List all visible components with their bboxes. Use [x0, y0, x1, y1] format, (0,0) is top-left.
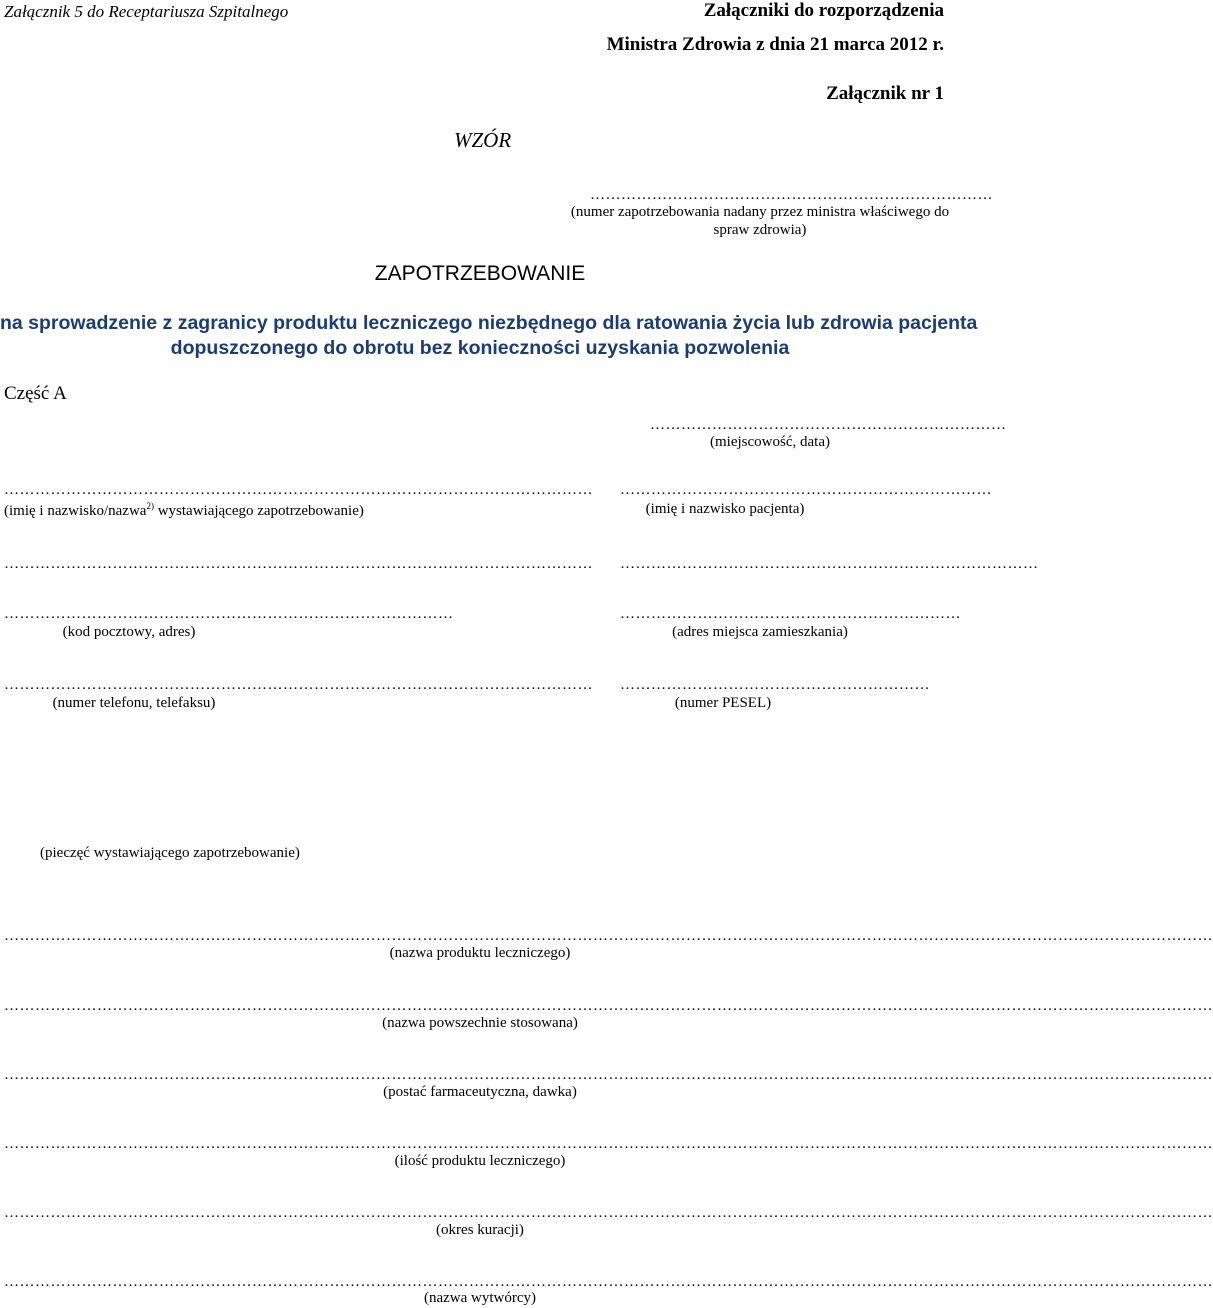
request-number-caption-2: spraw zdrowia)	[713, 222, 807, 238]
issuer-name-field[interactable]: ……………………………………………………………………………………………………	[4, 482, 593, 498]
subtitle-line-2: dopuszczonego do obrotu bez konieczności uzyskania pozwolenia	[170, 337, 790, 359]
page-title: ZAPOTRZEBOWANIE	[374, 262, 586, 285]
issuer-address-line-1[interactable]: ……………………………………………………………………………………………………	[4, 556, 593, 572]
issuer-address-caption: (kod pocztowy, adres)	[62, 624, 196, 640]
request-number-caption: (numer zapotrzebowania nadany przez ministra właściwego do	[570, 204, 950, 220]
issuer-name-caption-pre: (imię i nazwisko/nazwa	[4, 503, 147, 519]
product-name-field[interactable]: ………………………………………………………………………………………………………………………………………………………………………………………………………………	[4, 928, 1213, 944]
treatment-period-field[interactable]: ………………………………………………………………………………………………………………………………………………………………………………………………………………	[4, 1205, 1213, 1221]
issuer-address-line-2[interactable]: ……………………………………………………………………………	[4, 606, 454, 622]
treatment-period-caption: (okres kuracji)	[436, 1222, 524, 1238]
template-label: WZÓR	[454, 128, 512, 152]
issuer-name-caption-post: wystawiającego zapotrzebowanie)	[153, 503, 364, 519]
manufacturer-caption: (nazwa wytwórcy)	[423, 1290, 537, 1306]
pesel-field[interactable]: ……………………………………………………	[620, 677, 930, 693]
attachment-note: Załącznik 5 do Receptariusza Szpitalnego	[4, 2, 289, 21]
footnote-marker: 2)	[146, 501, 154, 511]
quantity-caption: (ilość produktu leczniczego)	[394, 1153, 566, 1169]
issuer-phone-caption: (numer telefonu, telefaksu)	[52, 695, 216, 711]
stamp-caption: (pieczęć wystawiającego zapotrzebowanie)	[40, 845, 300, 861]
pesel-caption: (numer PESEL)	[674, 695, 772, 711]
regulation-date: Ministra Zdrowia z dnia 21 marca 2012 r.	[606, 34, 944, 55]
issuer-name-caption	[4, 501, 364, 520]
patient-address-caption: (adres miejsca zamieszkania)	[672, 624, 848, 640]
place-date-caption: (miejscowość, data)	[710, 434, 830, 450]
issuer-phone-field[interactable]: ……………………………………………………………………………………………………	[4, 677, 593, 693]
common-name-field[interactable]: ………………………………………………………………………………………………………………………………………………………………………………………………………………	[4, 998, 1213, 1014]
place-date-field[interactable]: ……………………………………………………………	[650, 417, 1007, 433]
patient-name-caption: (imię i nazwisko pacjenta)	[645, 501, 805, 517]
manufacturer-field[interactable]: ………………………………………………………………………………………………………………………………………………………………………………………………………………	[4, 1274, 1213, 1290]
patient-address-line-2[interactable]: …………………………………………………………	[620, 606, 961, 622]
patient-address-line-1[interactable]: ………………………………………………………………………	[620, 556, 1039, 572]
annex-number: Załącznik nr 1	[826, 83, 944, 104]
subtitle-line-1: na sprowadzenie z zagranicy produktu leczniczego niezbędnego dla ratowania życia lub zdrowia pacjenta	[0, 312, 978, 334]
request-number-field[interactable]: ……………………………………………………………………	[590, 187, 993, 203]
common-name-caption: (nazwa powszechnie stosowana)	[382, 1015, 578, 1031]
product-name-caption: (nazwa produktu leczniczego)	[389, 945, 571, 961]
quantity-field[interactable]: ………………………………………………………………………………………………………………………………………………………………………………………………………………	[4, 1136, 1213, 1152]
regulation-title: Załączniki do rozporządzenia	[703, 0, 944, 21]
part-label: Część A	[4, 383, 67, 404]
form-dose-field[interactable]: ………………………………………………………………………………………………………………………………………………………………………………………………………………	[4, 1067, 1213, 1083]
patient-name-field[interactable]: ………………………………………………………………	[620, 482, 992, 498]
form-dose-caption: (postać farmaceutyczna, dawka)	[383, 1084, 577, 1100]
